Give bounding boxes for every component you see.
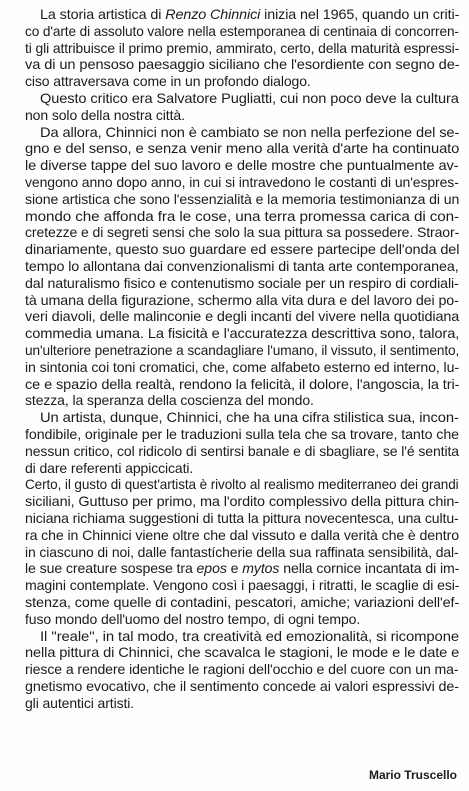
text-run: tempo lo allontana dai convenzionalismi di tanta arte contemporanea, (25, 258, 459, 274)
text-run: cretezze e di segreti sensi che solo la sua pittura sa possedere. Straor- (25, 224, 460, 241)
text-line (25, 140, 459, 156)
text-line (25, 275, 459, 291)
text-run: commedia umana. La fisicità e l'accuratezza descrittiva sono, talora, (25, 325, 460, 342)
italic-text: epos (196, 560, 227, 577)
text-run: Il ''reale'', in tal modo, tra creatività ed emozionalità, si ricompone (40, 627, 460, 644)
italic-text: Renzo Chinnici (165, 6, 261, 22)
text-line (40, 409, 459, 425)
text-line (25, 56, 460, 72)
text-line (25, 510, 459, 526)
text-line (25, 258, 459, 274)
text-run: Certo, il gusto di quest'artista è rivolto al realismo mediterraneo dei grandi (25, 476, 459, 493)
text-line (25, 493, 459, 509)
text-run: in ciascuno di noi, dalle fantastícherie della sua raffinata sensibilità, dal- (25, 543, 459, 560)
text-line (25, 174, 459, 190)
text-run: stezza, la speranza della coscienza del mondo. (25, 392, 314, 409)
text-run: riesce a rendere identiche le ragioni dell'occhio e del cuore con un ma- (25, 661, 459, 678)
text-line (25, 426, 459, 442)
text-run: le sue creature sospese tra (25, 560, 197, 577)
text-run: vengono anno dopo anno, in cui si intravedono le costanti di un'espres- (25, 174, 459, 190)
text-run: Da allora, Chinnici non è cambiato se non nella perfezione del se- (40, 123, 460, 140)
text-line (25, 342, 459, 358)
text-line (25, 527, 459, 543)
text-line (25, 376, 459, 392)
text-line (40, 90, 459, 106)
text-line (25, 40, 459, 56)
text-run: co d'arte di assoluto valore nella estemporanea di centinaia di concorren- (25, 22, 459, 39)
text-run: ti gli attribuisce il primo premio, ammirato, certo, della maturità espressi- (25, 39, 460, 56)
text-line (25, 644, 459, 660)
text-line (25, 241, 459, 257)
text-run: gli autentici artisti. (25, 694, 135, 711)
text-run: e (226, 560, 243, 577)
text-line (25, 392, 314, 408)
text-line (25, 443, 459, 459)
text-run: dinariamente, questo suo guardare ed essere partecipe dell'onda del (25, 241, 460, 258)
text-run: nessun critico, col ridicolo di sentirsi banale e di sbagliare, se l'é sentita (25, 442, 459, 459)
text-line (40, 6, 459, 22)
text-line (25, 157, 459, 173)
text-line (25, 73, 311, 89)
text-run: magini contemplate. Vengono così i paesaggi, i ritratti, le scaglie di esi- (25, 577, 460, 594)
text-line (25, 678, 459, 694)
author-signature: Mario Truscello (368, 768, 457, 782)
text-run: ra che in Chinnici viene oltre che dal vissuto e dalla verità che è dentro (25, 526, 459, 543)
text-line (25, 107, 185, 123)
text-line (40, 124, 459, 140)
text-run: inizia nel 1965, quando un criti- (260, 6, 460, 22)
text-line (25, 611, 360, 627)
text-run: ce e spazio della realtà, rendono la felicità, il dolore, l'angoscia, la tri- (25, 375, 460, 392)
text-run: di dare referenti appiccicati. (25, 459, 194, 476)
text-run: nella cornice incantata di im- (279, 560, 460, 577)
text-run: veri diavoli, delle malinconie e degli incanti del vivere nella quotidiana (25, 308, 460, 325)
italic-text: mytos (242, 560, 280, 577)
text-run: tà umana della figurazione, schermo alla vita dura e del lavoro dei po- (25, 291, 459, 308)
text-line (25, 577, 459, 593)
text-run: ciso attraversava come in un profondo dialogo. (25, 73, 311, 90)
text-line (25, 325, 459, 341)
text-line (25, 661, 459, 677)
text-run: le diverse tappe del suo lavoro e delle mostre che puntualmente av- (25, 157, 459, 174)
text-line (25, 208, 459, 224)
text-run: siciliani, Guttuso per primo, ma l'ordito complessivo della pittura chin- (25, 493, 460, 510)
text-run: un'ulteriore penetrazione a scandagliare l'umano, il vissuto, il sentimento, (25, 342, 460, 358)
text-run: fuso mondo dell'uomo del nostro tempo, di ogni tempo. (25, 610, 361, 627)
text-line (25, 308, 459, 324)
text-run: va di un pensoso paesaggio siciliano che l'esordiente con segno de- (25, 56, 460, 73)
text-line (25, 476, 459, 492)
text-line (25, 23, 459, 39)
text-line (25, 544, 459, 560)
text-run: in sintonia coi toni cromatici, che, come alfabeto esterno ed interno, lu- (25, 358, 459, 375)
text-line (25, 695, 134, 711)
text-line (25, 224, 459, 240)
text-run: niciana richiama suggestioni di tutta la pittura novecentesca, una cultu- (25, 510, 459, 526)
text-run: nella pittura di Chinnici, che scavalca le stagioni, le mode e le date e (25, 644, 460, 661)
text-run: mondo che affonda fra le cose, una terra promessa carica di con- (25, 207, 460, 224)
text-run: La storia artistica di (40, 6, 166, 22)
text-run: fondibile, originale per le traduzioni sulla tela che sa trovare, tanto che (25, 426, 459, 442)
text-run: sione artistica che sono l'essenzialità e la memoria testimonianza di un (25, 190, 460, 207)
text-line (40, 628, 459, 644)
text-run: stenza, come quelle di contadini, pescatori, amiche; variazioni dell'ef- (25, 594, 460, 610)
text-run: Un artista, dunque, Chinnici, che ha una cifra stilistica sua, incon- (40, 409, 459, 426)
text-line (25, 292, 459, 308)
text-line (25, 594, 459, 610)
text-run: Questo critico era Salvatore Pugliatti, cui non poco deve la cultura (40, 90, 459, 106)
text-line (25, 460, 193, 476)
text-line (25, 560, 459, 576)
text-run: dal naturalismo fisico e contenutismo sociale per un respiro di cordiali- (25, 274, 459, 291)
text-run: gno e del senso, e senza venir meno alla verità d'arte ha continuato (25, 140, 460, 157)
text-run: gnetismo evocativo, che il sentimento concede ai valori espressivi de- (25, 678, 459, 694)
text-run: non solo della nostra città. (25, 106, 185, 123)
text-line (25, 191, 459, 207)
text-line (25, 359, 459, 375)
